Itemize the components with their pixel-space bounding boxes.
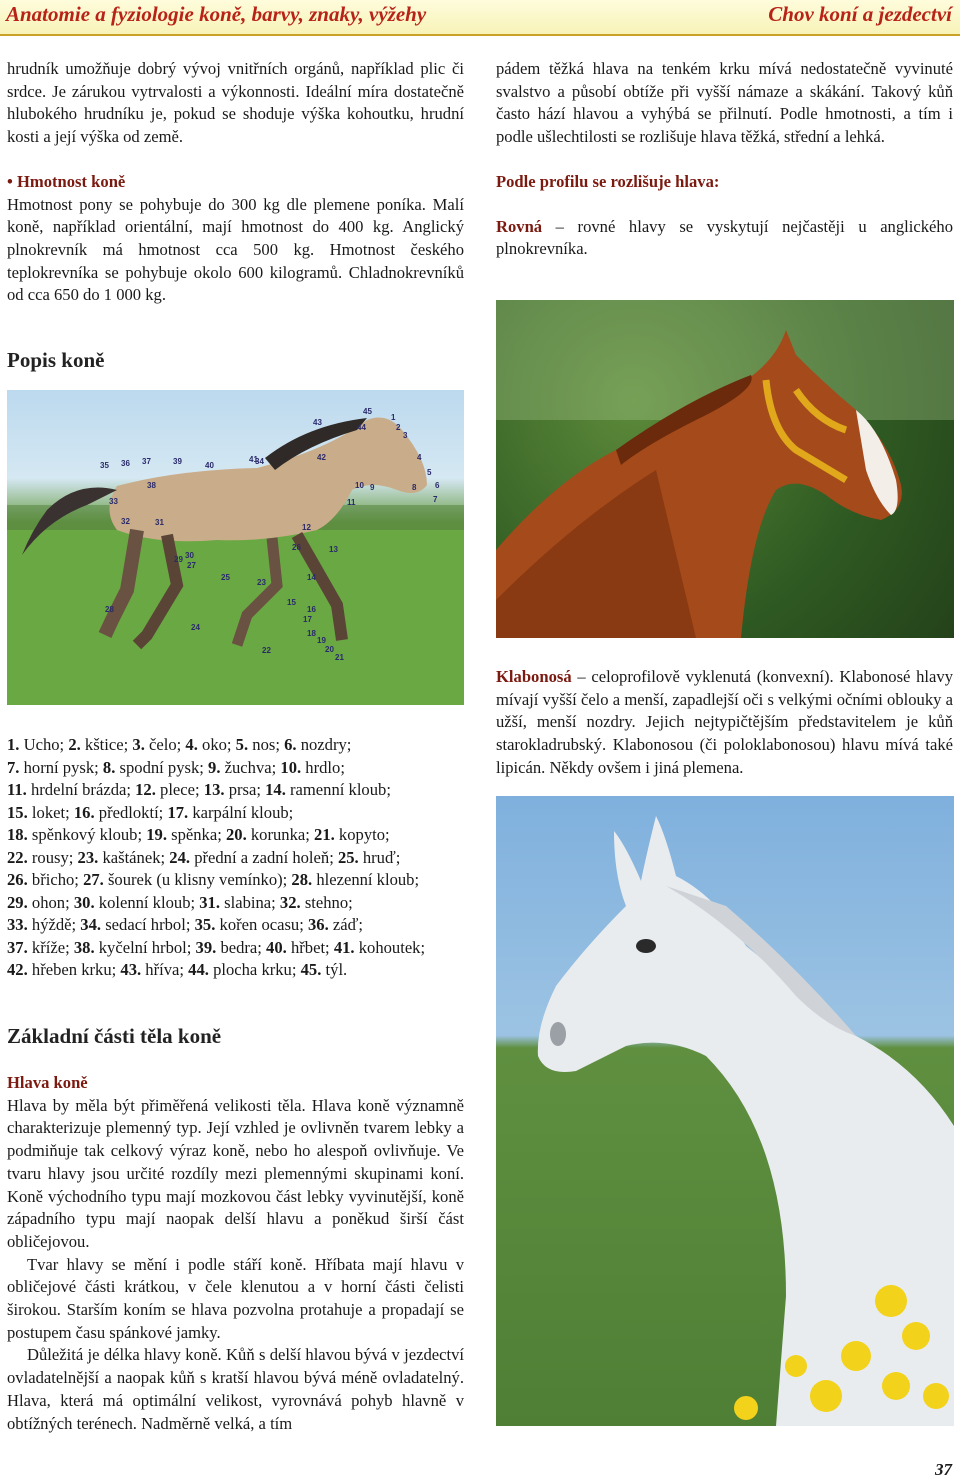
anatomy-number-label: 4 (417, 453, 422, 462)
anatomy-number-label: 30 (185, 551, 194, 560)
anatomy-number-label: 20 (325, 645, 334, 654)
anatomy-number-label: 28 (105, 605, 114, 614)
page-number: 37 (935, 1460, 952, 1479)
anatomy-number-label: 36 (121, 459, 130, 468)
anatomy-number-label: 9 (370, 483, 375, 492)
anatomy-number-label: 2 (396, 423, 401, 432)
anatomy-number-label: 35 (100, 461, 109, 470)
legend-line: 29. ohon; 30. kolenní kloub; 31. slabina; 32. stehno; (7, 892, 353, 912)
anatomy-number-label: 43 (313, 418, 322, 427)
anatomy-number-label: 19 (317, 636, 326, 645)
white-horse-illustration (496, 796, 954, 1426)
chestnut-horse-photo (496, 300, 954, 638)
legend-line: 42. hřeben krku; 43. hříva; 44. plocha krku; 45. týl. (7, 960, 348, 979)
anatomy-number-label: 38 (147, 481, 156, 490)
anatomy-number-label: 40 (205, 461, 214, 470)
header-right-title: Chov koní a jezdectví (768, 2, 952, 26)
rovna-paragraph (496, 216, 953, 261)
anatomy-number-label: 14 (307, 573, 316, 582)
anatomy-number-label: 42 (317, 453, 326, 462)
anatomy-number-label: 29 (174, 555, 183, 564)
zakladni-heading: Základní části těla koně (7, 1024, 222, 1048)
rovna-term: Rovná (496, 216, 543, 236)
profile-heading: Podle profilu se rozlišuje hlava: (496, 171, 720, 191)
left-top-text (7, 58, 464, 307)
legend-line: 18. spěnkový kloub; 19. spěnka; 20. korunka; 21. kopyto; (7, 825, 390, 844)
anatomy-number-label: 8 (412, 483, 417, 492)
klabonosa-term: Klabonosá (496, 667, 572, 686)
legend-line: 37. kříže; 38. kyčelní hrbol; 39. bedra; 40. hřbet; 41. kohoutek; (7, 937, 426, 957)
right-mid-text (496, 666, 953, 780)
bullet-icon: • (7, 171, 13, 191)
anatomy-number-label: 37 (142, 457, 151, 466)
anatomy-number-label: 45 (363, 407, 372, 416)
anatomy-number-label: 22 (262, 646, 271, 655)
anatomy-number-label: 10 (355, 481, 364, 490)
anatomy-horse-illustration (7, 390, 464, 705)
hlava-paragraph-3: Důležitá je délka hlavy koně. Kůň s delší hlavou bývá v jezdectví ovladatelnější a naopak kůň s kratší hlavou bývá méně ovladatelný. Hlava, která má optimální velikost, vyrovnává pohyb hlavně v obtížných terénech. Nadměrně velká, a tím (7, 1345, 464, 1433)
popis-heading: Popis koně (7, 348, 105, 372)
chestnut-horse-illustration (496, 300, 954, 638)
anatomy-number-label: 11 (347, 498, 356, 507)
legend-line: 15. loket; 16. předloktí; 17. karpální kloub; (7, 802, 294, 822)
weight-head-paragraph: pádem těžká hlava na tenkém krku mívá nedostatečně vyvinuté svalstvo a působí obtíže při vyšší námaze a skákání. Takový kůň často hází hlavou a vyhýbá se přilnutí. Podle hmotnosti, a tím i podle ušlechtilosti se rozlišuje hlava těžká, střední a lehká. (496, 59, 953, 147)
bullet-heading (7, 171, 464, 194)
intro-paragraph: hrudník umožňuje dobrý vývoj vnitřních orgánů, například plic či srdce. Je zárukou vytrvalosti a výkonnosti. Ideální míra dostatečně hlubokého hrudníku je, pokud se shoduje výška kohoutku, hrudní kosti a její výška od země. (7, 59, 464, 147)
anatomy-number-label: 41 (249, 455, 258, 464)
rovna-text: – rovné hlavy se vyskytují nejčastěji u anglického plnokrevníka. (496, 216, 953, 259)
anatomy-number-label: 16 (307, 605, 316, 614)
page-header (0, 0, 960, 36)
anatomy-number-label: 27 (187, 561, 196, 570)
anatomy-number-label: 1 (391, 413, 396, 422)
legend-line: 33. hýždě; 34. sedací hrbol; 35. kořen ocasu; 36. záď; (7, 915, 363, 934)
anatomy-number-label: 5 (427, 468, 432, 477)
klabonosa-paragraph (496, 666, 953, 780)
legend-line: 22. rousy; 23. kaštánek; 24. přední a zadní holeň; 25. hruď; (7, 847, 401, 867)
anatomy-number-label: 44 (357, 423, 366, 432)
hlava-paragraph-2: Tvar hlavy se mění i podle stáří koně. Hříbata mají hlavu v obličejové části krátkou, v čele klenutou a v horní části čelisti širokou. Starším koním se hlava pozvolna protahuje a propadají se postupem času spánkové jamky. (7, 1254, 464, 1342)
anatomy-number-label: 17 (303, 615, 312, 624)
left-bottom-text (7, 1072, 464, 1435)
anatomy-number-label: 34 (255, 457, 264, 466)
anatomy-number-label: 7 (433, 495, 438, 504)
anatomy-number-label: 25 (221, 573, 230, 582)
klabonosa-text: – celoprofilově vyklenutá (konvexní). Klabonosé hlavy mívají vyšší čelo a menší, zapadlejší oči s velkými očními oblouky a užší, menší nozdry. Jejich nejtypičtějším představitelem je kůň starokladrubský. Klabonosou (či poloklabonosou) hlavu mívá také lipicán. Někdy ovšem i jiná plemena. (496, 667, 953, 777)
anatomy-number-label: 24 (191, 623, 200, 632)
anatomy-number-label: 12 (302, 523, 311, 532)
right-top-text (496, 58, 953, 261)
legend-line: 1. Ucho; 2. kštice; 3. čelo; 4. oko; 5. nos; 6. nozdry; (7, 735, 352, 754)
header-left-title: Anatomie a fyziologie koně, barvy, znaky, výžehy (6, 2, 427, 26)
anatomy-number-label: 23 (257, 578, 266, 587)
legend-line: 26. břicho; 27. šourek (u klisny vemínko); 28. hlezenní kloub; (7, 870, 420, 889)
anatomy-number-label: 3 (403, 431, 408, 440)
weight-paragraph: Hmotnost pony se pohybuje do 300 kg dle plemene poníka. Malí koně, například orientální, mají hmotnost do 400 kg. Anglický plnokrevník má hmotnost cca 500 kg. Hmotnost českého teplokrevníka se pohybuje okolo 600 kilogramů. Chladnokrevníků od cca 650 do 1 000 kg. (7, 194, 464, 305)
legend-line: 11. hrdelní brázda; 12. plece; 13. prsa; 14. ramenní kloub; (7, 780, 391, 799)
anatomy-number-label: 6 (435, 481, 440, 490)
anatomy-number-label: 33 (109, 497, 118, 506)
hlava-subheading: Hlava koně (7, 1073, 88, 1092)
anatomy-number-label: 15 (287, 598, 296, 607)
hlava-paragraph-1: Hlava by měla být přiměřená velikosti těla. Hlava koně významně charakterizuje plemenný typ. Její vzhled je ovlivněn tvarem lebky a podmiňuje tak celkový výraz koně, nebo ho alespoň ovlivňuje. Ve tvaru hlavy jsou určité rozdíly mezi plemennými skupinami koní. Koně východního typu mají mozkovou část lebky vyvinutější, koně západního typu mají naopak delší hlavu a poněkud širší část obličejovou. (7, 1095, 464, 1251)
white-horse-photo (496, 796, 954, 1426)
legend-line: 7. horní pysk; 8. spodní pysk; 9. žuchva; 10. hrdlo; (7, 757, 345, 777)
anatomy-number-label: 32 (121, 517, 130, 526)
bullet-title: Hmotnost koně (16, 171, 126, 191)
anatomy-number-label: 39 (173, 457, 182, 466)
anatomy-photo (7, 390, 464, 705)
anatomy-number-label: 31 (155, 518, 164, 527)
anatomy-number-label: 26 (292, 543, 301, 552)
anatomy-number-label: 21 (335, 653, 344, 662)
anatomy-number-label: 13 (329, 545, 338, 554)
anatomy-legend (7, 734, 467, 982)
anatomy-number-label: 18 (307, 629, 316, 638)
